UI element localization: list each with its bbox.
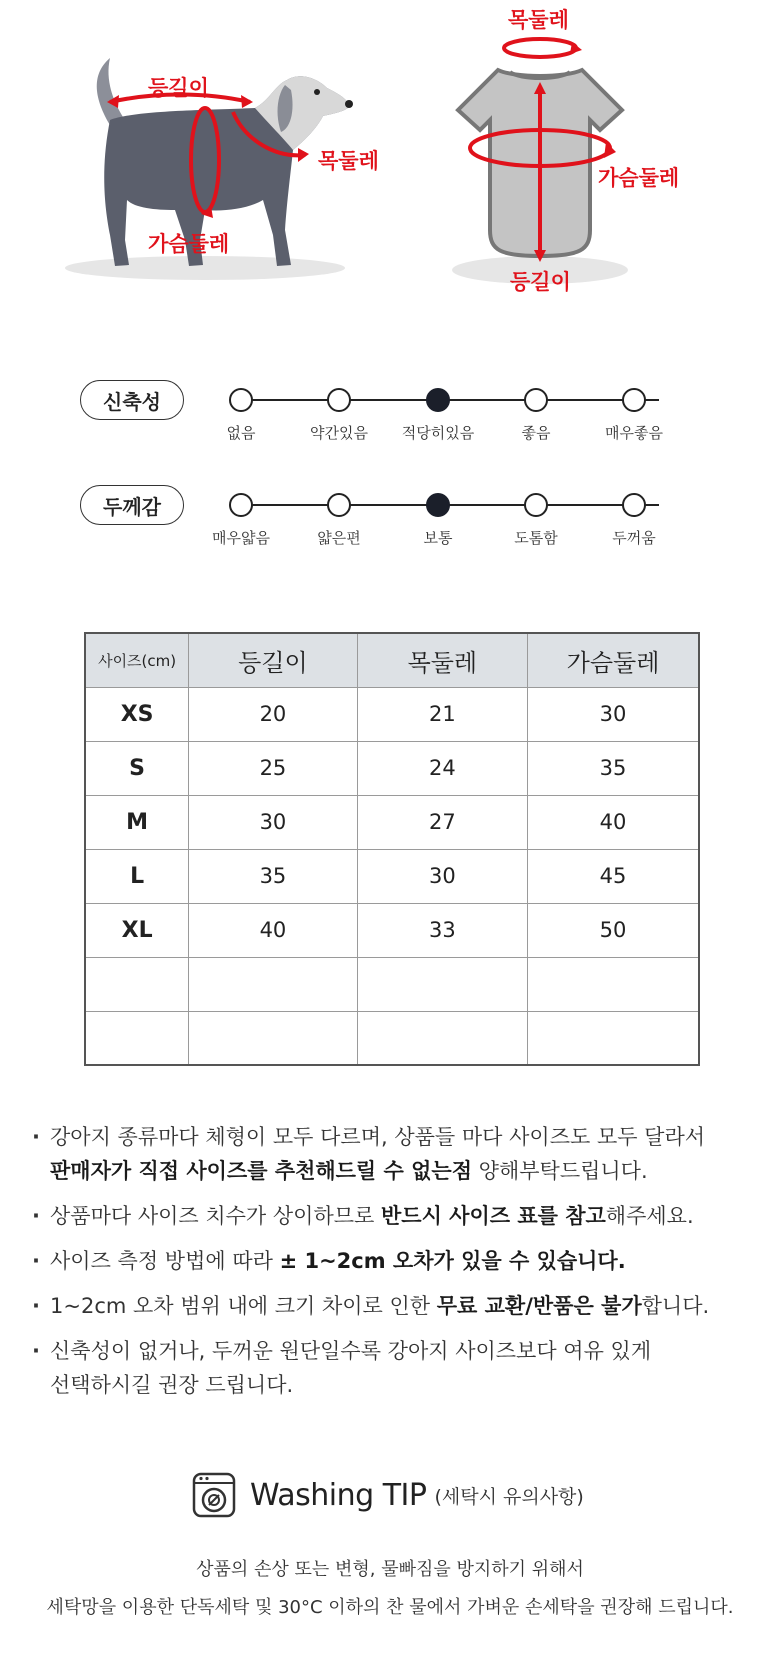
shirt-illustration xyxy=(440,30,640,290)
note-item xyxy=(30,1120,760,1188)
note-text: 1~2cm 오차 범위 내에 크기 차이로 인한 xyxy=(50,1294,437,1318)
scale-dot-1 xyxy=(327,493,351,517)
washing-tip-line-2: 세탁망을 이용한 단독세탁 및 30°C 이하의 찬 물에서 가벼운 손세탁을 권장해 드립니다. xyxy=(46,1597,734,1618)
value-cell: 35 xyxy=(189,849,357,903)
shirt-chest-label: 가슴둘레 xyxy=(598,166,680,190)
note-text: 해주세요. xyxy=(605,1204,694,1228)
table-row xyxy=(85,741,699,795)
scale-label: 적당히있음 xyxy=(401,424,475,442)
header-neck: 목둘레 xyxy=(357,633,527,687)
note-text: 상품마다 사이즈 치수가 상이하므로 xyxy=(50,1204,381,1228)
empty-cell xyxy=(528,1011,699,1065)
value-cell: 30 xyxy=(189,795,357,849)
scale-label: 도톰함 xyxy=(514,529,558,547)
value-cell: 45 xyxy=(528,849,699,903)
header-back-length: 등길이 xyxy=(189,633,357,687)
value-cell: 24 xyxy=(357,741,527,795)
value-cell: 30 xyxy=(528,687,699,741)
elasticity-title: 신축성 xyxy=(80,380,184,420)
scale-dot-3 xyxy=(524,388,548,412)
note-item xyxy=(30,1289,760,1323)
dog-chest-label: 가슴둘레 xyxy=(148,232,230,256)
scale-dot-selected xyxy=(426,388,450,412)
table-row xyxy=(85,687,699,741)
scale-dot-0 xyxy=(229,493,253,517)
scale-dot-selected xyxy=(426,493,450,517)
measurement-diagrams xyxy=(0,0,780,340)
value-cell: 25 xyxy=(189,741,357,795)
scale-dot-3 xyxy=(524,493,548,517)
empty-cell xyxy=(357,957,527,1011)
scale-dot-4 xyxy=(622,493,646,517)
size-cell: L xyxy=(85,849,189,903)
note-emphasis: 판매자가 직접 사이즈를 추천해드릴 수 없는점 xyxy=(50,1159,472,1183)
washing-machine-icon xyxy=(192,1472,236,1518)
scale-label: 매우얇음 xyxy=(212,529,270,547)
empty-cell xyxy=(85,957,189,1011)
table-row xyxy=(85,795,699,849)
thickness-scale xyxy=(0,485,780,565)
note-text: 합니다. xyxy=(641,1294,710,1318)
note-text: 양해부탁드립니다. xyxy=(472,1159,648,1183)
scale-label: 좋음 xyxy=(521,424,551,442)
size-cell: S xyxy=(85,741,189,795)
note-text: 사이즈 측정 방법에 따라 xyxy=(50,1249,280,1273)
scale-track xyxy=(241,504,659,506)
washing-tip-title: Washing TIP xyxy=(250,1477,427,1513)
shirt-back-length-label: 등길이 xyxy=(510,270,571,294)
value-cell: 35 xyxy=(528,741,699,795)
note-text: 강아지 종류마다 체형이 모두 다르며, 상품들 마다 사이즈도 모두 달라서 xyxy=(50,1125,706,1149)
value-cell: 50 xyxy=(528,903,699,957)
scale-label: 두꺼움 xyxy=(612,529,656,547)
elasticity-scale xyxy=(0,380,780,460)
size-table xyxy=(84,632,700,1066)
table-row-empty xyxy=(85,957,699,1011)
scale-dot-0 xyxy=(229,388,253,412)
scale-dot-1 xyxy=(327,388,351,412)
scale-label: 얇은편 xyxy=(317,529,361,547)
note-emphasis: 무료 교환/반품은 불가 xyxy=(436,1294,642,1318)
value-cell: 40 xyxy=(528,795,699,849)
scale-dot-4 xyxy=(622,388,646,412)
table-header-row xyxy=(85,633,699,687)
shirt-neck-label: 목둘레 xyxy=(508,8,569,32)
note-text: 신축성이 없거나, 두꺼운 원단일수록 강아지 사이즈보다 여유 있게 xyxy=(50,1339,652,1363)
value-cell: 20 xyxy=(189,687,357,741)
empty-cell xyxy=(357,1011,527,1065)
value-cell: 21 xyxy=(357,687,527,741)
note-item xyxy=(30,1244,760,1278)
empty-cell xyxy=(189,1011,357,1065)
table-row xyxy=(85,903,699,957)
header-size: 사이즈(cm) xyxy=(85,633,189,687)
scale-label: 보통 xyxy=(423,529,453,547)
value-cell: 30 xyxy=(357,849,527,903)
scale-label: 없음 xyxy=(226,424,256,442)
scale-label: 약간있음 xyxy=(310,424,368,442)
size-cell: M xyxy=(85,795,189,849)
note-item xyxy=(30,1334,760,1402)
table-row xyxy=(85,849,699,903)
table-row-empty xyxy=(85,1011,699,1065)
washing-tip-subtitle: (세탁시 유의사항) xyxy=(434,1485,584,1508)
size-notes xyxy=(30,1120,760,1413)
size-cell: XL xyxy=(85,903,189,957)
note-emphasis: 반드시 사이즈 표를 참고 xyxy=(381,1204,606,1228)
washing-tip-header xyxy=(192,1470,584,1520)
empty-cell xyxy=(85,1011,189,1065)
value-cell: 27 xyxy=(357,795,527,849)
empty-cell xyxy=(528,957,699,1011)
dog-back-length-label: 등길이 xyxy=(148,76,209,100)
header-chest: 가슴둘레 xyxy=(528,633,699,687)
note-item xyxy=(30,1199,760,1233)
note-text: 선택하시길 권장 드립니다. xyxy=(50,1373,294,1397)
scale-track xyxy=(241,399,659,401)
scale-label: 매우좋음 xyxy=(605,424,663,442)
dog-neck-label: 목둘레 xyxy=(318,149,379,173)
thickness-title: 두께감 xyxy=(80,485,184,525)
value-cell: 33 xyxy=(357,903,527,957)
size-cell: XS xyxy=(85,687,189,741)
value-cell: 40 xyxy=(189,903,357,957)
note-emphasis: ± 1~2cm 오차가 있을 수 있습니다. xyxy=(279,1249,626,1273)
empty-cell xyxy=(189,957,357,1011)
washing-tip-line-1: 상품의 손상 또는 변형, 물빠짐을 방지하기 위해서 xyxy=(196,1559,584,1580)
